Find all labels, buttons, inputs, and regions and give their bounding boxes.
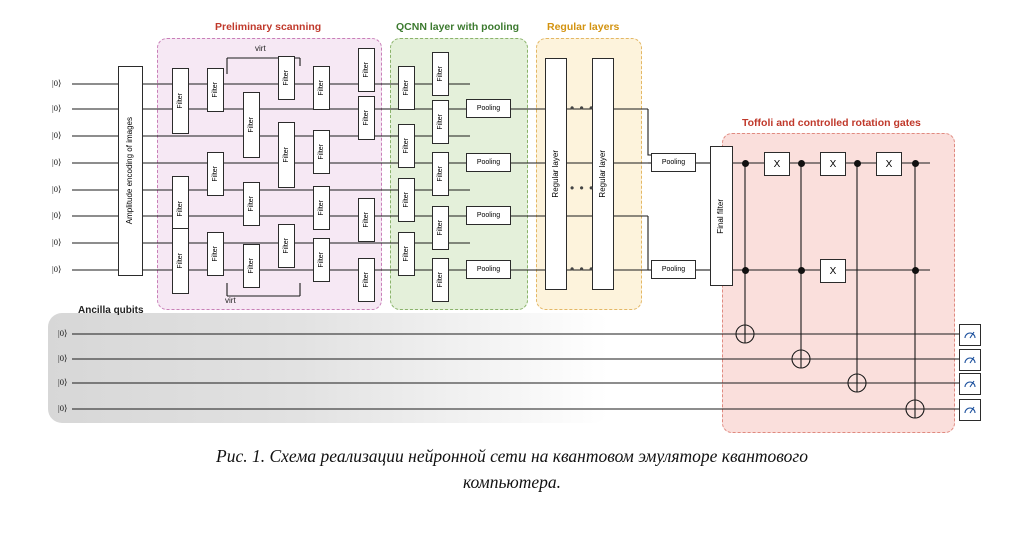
x-gate: X — [820, 152, 846, 176]
ancilla-region — [48, 313, 608, 423]
qubit-label: |0⟩ — [52, 237, 62, 247]
filter-box: Filter — [313, 238, 330, 282]
filter-box: Filter — [207, 232, 224, 276]
regular-layer-box: Regular layer — [545, 58, 567, 290]
measure-icon — [959, 349, 981, 371]
filter-box: Filter — [172, 68, 189, 134]
filter-box: Filter — [358, 198, 375, 242]
measure-icon — [959, 399, 981, 421]
control-dot — [912, 160, 919, 167]
virt-label-bottom: virt — [225, 296, 236, 305]
pooling-box: Pooling — [466, 260, 511, 279]
output-pooling-box: Pooling — [651, 153, 696, 172]
caption-line-2: компьютера. — [462, 472, 562, 493]
group-title-qcnn: QCNN layer with pooling — [396, 21, 520, 33]
control-dot — [798, 267, 805, 274]
ancilla-qubit-label: |0⟩ — [58, 377, 68, 387]
filter-box: Filter — [207, 152, 224, 196]
ellipsis: • • • — [570, 101, 595, 115]
qcnn-filter-box: Filter — [432, 100, 449, 144]
x-gate: X — [820, 259, 846, 283]
filter-box: Filter — [313, 130, 330, 174]
ancilla-qubit-label: |0⟩ — [58, 328, 68, 338]
filter-box: Filter — [313, 66, 330, 110]
filter-box: Filter — [358, 258, 375, 302]
ancilla-qubit-label: |0⟩ — [58, 353, 68, 363]
qcnn-filter-box: Filter — [398, 124, 415, 168]
x-gate: X — [764, 152, 790, 176]
filter-box: Filter — [172, 228, 189, 294]
qubit-label: |0⟩ — [52, 184, 62, 194]
filter-box: Filter — [243, 182, 260, 226]
ancilla-qubit-label: |0⟩ — [58, 403, 68, 413]
qcnn-filter-box: Filter — [398, 178, 415, 222]
qubit-label: |0⟩ — [52, 264, 62, 274]
caption-line-1: Рис. 1. Схема реализации нейронной сети на квантовом эмуляторе квантового — [216, 446, 808, 466]
qcnn-filter-box: Filter — [398, 66, 415, 110]
control-dot — [742, 267, 749, 274]
qubit-label: |0⟩ — [52, 157, 62, 167]
virt-label-top: virt — [255, 44, 266, 53]
x-gate: X — [876, 152, 902, 176]
pooling-box: Pooling — [466, 153, 511, 172]
output-pooling-box: Pooling — [651, 260, 696, 279]
measure-icon — [959, 324, 981, 346]
qcnn-filter-box: Filter — [398, 232, 415, 276]
filter-box: Filter — [207, 68, 224, 112]
filter-box: Filter — [278, 224, 295, 268]
qubit-label: |0⟩ — [52, 210, 62, 220]
group-title-regular: Regular layers — [547, 21, 620, 33]
filter-box: Filter — [358, 48, 375, 92]
filter-box: Filter — [358, 96, 375, 140]
pooling-box: Pooling — [466, 99, 511, 118]
filter-box: Filter — [278, 56, 295, 100]
group-title-toffoli: Toffoli and controlled rotation gates — [742, 117, 921, 129]
pooling-box: Pooling — [466, 206, 511, 225]
qcnn-filter-box: Filter — [432, 152, 449, 196]
figure-caption — [84, 443, 940, 496]
group-toffoli-gates — [722, 133, 955, 433]
filter-box: Filter — [278, 122, 295, 188]
ellipsis: • • • — [570, 181, 595, 195]
filter-box: Filter — [172, 176, 189, 242]
ellipsis: • • • — [570, 262, 595, 276]
qcnn-filter-box: Filter — [432, 258, 449, 302]
final-filter-box: Final filter — [710, 146, 733, 286]
qubit-label: |0⟩ — [52, 130, 62, 140]
qcnn-filter-box: Filter — [432, 52, 449, 96]
qubit-label: |0⟩ — [52, 103, 62, 113]
filter-box: Filter — [313, 186, 330, 230]
group-title-ancilla: Ancilla qubits — [78, 305, 144, 316]
qcnn-filter-box: Filter — [432, 206, 449, 250]
regular-layer-box: Regular layer — [592, 58, 614, 290]
control-dot — [798, 160, 805, 167]
filter-box: Filter — [243, 244, 260, 288]
group-title-preliminary: Preliminary scanning — [215, 21, 322, 33]
amplitude-encoder-block: Amplitude encoding of images — [118, 66, 143, 276]
control-dot — [912, 267, 919, 274]
filter-box: Filter — [243, 92, 260, 158]
control-dot — [742, 160, 749, 167]
measure-icon — [959, 373, 981, 395]
control-dot — [854, 160, 861, 167]
qubit-label: |0⟩ — [52, 78, 62, 88]
group-preliminary-scanning — [157, 38, 382, 310]
